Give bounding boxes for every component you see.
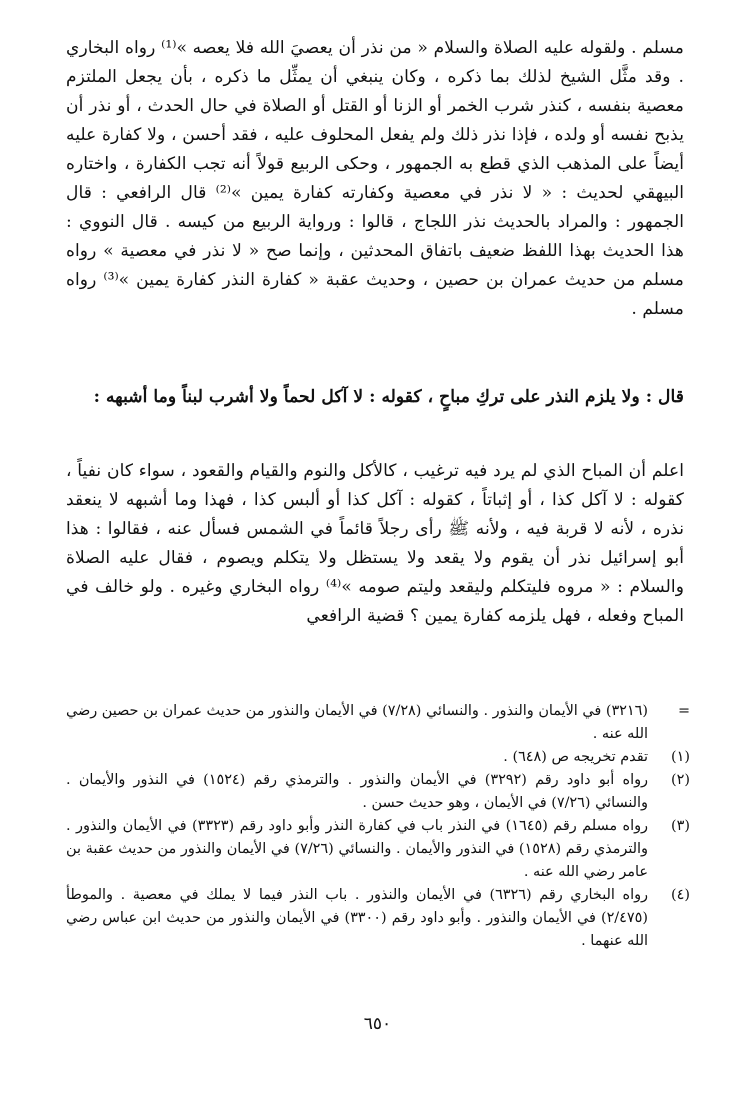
footnote-number: = [677, 703, 690, 719]
footnote-text: رواه مسلم رقم (١٦٤٥) في النذر باب في كفارة النذر وأبو داود رقم (٣٣٢٣) في الأيمان والنذور . والترمذي رقم (١٥٢٨) في النذور والأيمان . والنسائي (٧/٢٦) في الأيمان والنذور من حديث عقبة بن عامر رضي الله عنه . [66, 818, 648, 880]
footnote [66, 884, 690, 953]
paragraph-1: مسلم . ولقوله عليه الصلاة والسلام « من نذر أن يعصيَ الله فلا يعصه »⁽¹⁾ رواه البخاري . وقد مثَّل الشيخ لذلك بما ذكره ، وكان ينبغي أن يمثِّل ما ذكره ، بأن يجعل الملتزم معصية بنفسه ، كنذر شرب الخمر أو الزنا أو القتل أو الصلاة في حال الحدث ، أو نذر أن يذبح نفسه أو ولده ، فإذا نذر ذلك ولم يفعل المحلوف عليه ، فقد أحسن ، ولا كفارة عليه أيضاً على المذهب الذي قطع به الجمهور ، وحكى الربيع قولاً أنه تجب الكفارة ، واختاره البيهقي لحديث : « لا نذر في معصية وكفارته كفارة يمين »⁽²⁾ قال الرافعي : قال الجمهور : والمراد بالحديث نذر اللجاج ، قالوا : ورواية الربيع من كيسه . قال النووي : هذا الحديث بهذا اللفظ ضعيف باتفاق المحدثين ، وإنما صح « لا نذر في معصية » رواه مسلم من حديث عمران بن حصين ، وحديث عقبة « كفارة النذر كفارة يمين »⁽³⁾ رواه مسلم . [66, 38, 684, 319]
footnote-number: (٣) [671, 818, 690, 834]
footnote-number: (٤) [671, 887, 690, 903]
footnote-number: (١) [671, 749, 690, 765]
section-heading: قال : ولا يلزم النذر على تركِ مباحٍ ، كقوله : لا آكل لحماً ولا أشرب لبناً وما أشبهه : [93, 387, 684, 407]
footnote [66, 700, 690, 746]
page-number: ٦٥٠ [363, 1014, 392, 1034]
paragraph-2: اعلم أن المباح الذي لم يرد فيه ترغيب ، كالأكل والنوم والقيام والقعود ، سواء كان نفياً ، كقوله : لا آكل كذا ، أو إثباتاً ، كقوله : آكل كذا أو ألبس كذا ، فهذا وما أشبهه لا ينعقد نذره ، لأنه لا قربة فيه ، ولأنه ﷺ رأى رجلاً قائماً في الشمس فسأل عنه ، فقالوا : هذا أبو إسرائيل نذر أن يقوم ولا يقعد ولا يستظل ولا يتكلم ويصوم ، فقال عليه الصلاة والسلام : « مروه فليتكلم وليقعد وليتم صومه »⁽⁴⁾ رواه البخاري وغيره . ولو خالف في المباح وفعله ، فهل يلزمه كفارة يمين ؟ قضية الرافعي [66, 461, 684, 626]
footnote-text: رواه أبو داود رقم (٣٢٩٢) في الأيمان والنذور . والترمذي رقم (١٥٢٤) في النذور والأيمان . والنسائي (٧/٢٦) في الأيمان ، وهو حديث حسن . [66, 772, 648, 811]
footnote [66, 769, 690, 815]
footnotes [66, 700, 690, 953]
footnote [66, 815, 690, 884]
footnote-text: رواه البخاري رقم (٦٣٢٦) في الأيمان والنذور . باب النذر فيما لا يملك في معصية . والموطأ (٢/٤٧٥) في الأيمان والنذور . وأبو داود رقم (٣٣٠٠) في الأيمان والنذور من حديث ابن عباس رضي الله عنهما . [66, 887, 648, 949]
footnote [66, 746, 690, 769]
footnote-number: (٢) [671, 772, 690, 788]
main-text-block [66, 34, 684, 324]
footnote-text: (٣٢١٦) في الأيمان والنذور . والنسائي (٧/٢٨) في الأيمان والنذور من حديث عمران بن حصين رضي الله عنه . [66, 703, 648, 742]
footnote-text: تقدم تخريجه ص (٦٤٨) . [503, 749, 648, 765]
